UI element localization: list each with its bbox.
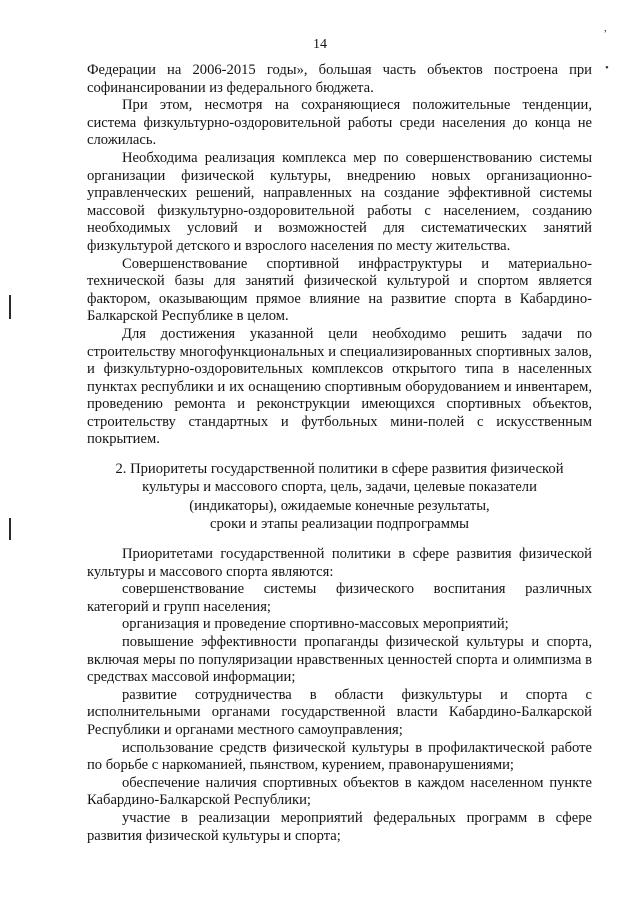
priority-item: организация и проведение спортивно-массовых мероприятий; xyxy=(122,616,509,633)
priority-item: совершенствование системы физического воспитания различных категорий и групп населения; xyxy=(87,581,592,615)
section-heading-line: 2. Приоритеты государственной политики в сфере развития физической xyxy=(115,461,564,477)
section-heading xyxy=(87,460,592,534)
section-heading-line: (индикаторы), ожидаемые конечные результаты, xyxy=(189,497,490,514)
page-number: 14 xyxy=(313,37,327,52)
left-margin-mark-lower xyxy=(9,518,11,540)
paragraph-continuation: Федерации на 2006-2015 годы», большая часть объектов построена при софинансировании из федерального бюджета. xyxy=(87,62,592,96)
priority-item: участие в реализации мероприятий федеральных программ в сфере развития физической культуры и спорта; xyxy=(87,809,592,844)
paragraph-infrastructure: Совершенствование спортивной инфраструктуры и материально-технической базы для занятий физической культурой и спортом является фактором, оказывающим прямое влияние на развитие спорта в Кабардино-Балкарской Республике в целом. xyxy=(87,255,592,325)
corner-mark-right: • xyxy=(605,62,609,74)
top-text-block xyxy=(87,62,592,449)
priority-item: повышение эффективности пропаганды физической культуры и спорта, включая меры по популяризации нравственных ценностей спорта и олимпизма в средствах массовой информации; xyxy=(87,633,592,686)
section-heading-line: культуры и массового спорта, цель, задачи, целевые показатели xyxy=(142,479,537,496)
paragraph-priorities-intro: Приоритетами государственной политики в сфере развития физической культуры и массового спорта являются: xyxy=(87,546,592,580)
paragraph-measures: Необходима реализация комплекса мер по совершенствованию системы организации физической культуры, внедрению новых организационно-управленческих решений, направленных на создание эффективной системы массовой физкультурно-оздоровительной работы с населением, созданию необходимых условий и возможностей для систематических занятий физкультурой детского и взрослого населения по месту жительства. xyxy=(87,149,592,254)
corner-mark-top: , xyxy=(604,22,607,34)
priority-item: развитие сотрудничества в области физкультуры и спорта с исполнительными органами государственной власти Кабардино-Балкарской Республики и органами местного самоуправления; xyxy=(87,686,592,738)
paragraph-trends: При этом, несмотря на сохраняющиеся положительные тенденции, система физкультурно-оздоровительной работы среди населения до конца не сложилась. xyxy=(87,97,592,149)
left-margin-mark-upper xyxy=(9,295,11,319)
priority-item: обеспечение наличия спортивных объектов в каждом населенном пункте Кабардино-Балкарской Республики; xyxy=(87,774,592,809)
section-heading-line: сроки и этапы реализации подпрограммы xyxy=(210,516,469,533)
paragraph-tasks: Для достижения указанной цели необходимо решить задачи по строительству многофункциональных и специализированных спортивных залов, и физкультурно-оздоровительных комплексов открытого типа в населенных пунктах республики и их оснащению спортивным оборудованием и инвентарем, проведению ремонта и реконструкции имеющихся спортивных объектов, строительству стандартных и футбольных мини-полей с искусственным покрытием. xyxy=(87,325,592,448)
priorities-text-block xyxy=(87,546,592,845)
priority-item: использование средств физической культуры в профилактической работе по борьбе с наркоманией, пьянством, курением, правонарушениями; xyxy=(87,739,592,774)
